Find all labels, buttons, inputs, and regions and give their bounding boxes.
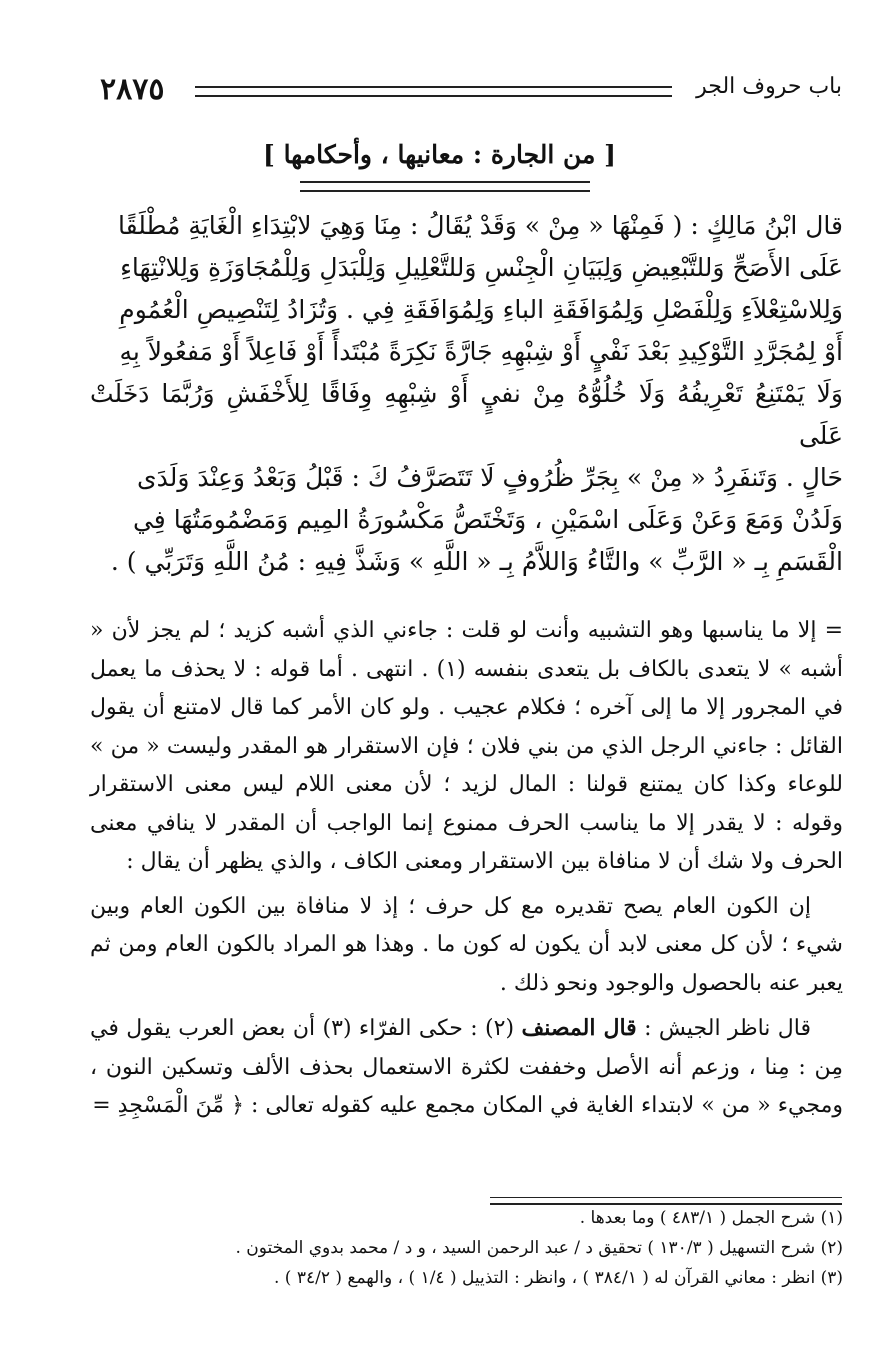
main-line: عَلَى الأَصَحِّ وَللتَّبْعِيضِ وَلِبَيَانِ الْجِنْسِ وَللتَّعْلِيلِ وَلِلْبَدَلِ وَلِلْمُجَاوَزَةِ وَلِلانْتِهَاءِ: [120, 253, 843, 282]
main-line: وَلَا يَمْتَنِعُ تَعْرِيفُهُ وَلَا خُلُوُّهُ مِنْ نفيٍ أَوْ شِبْهِهِ وِفَاقًا لِلأَخْفَشِ وَرُبَّمَا دَخَلَتْ عَلَى: [90, 379, 843, 450]
footnote: (٣) انظر : معاني القرآن له ( ٣٨٤/١ ) ، وانظر : التذييل ( ١/٤ ) ، والهمع ( ٣٤/٢ ) .: [274, 1268, 843, 1288]
footnotes: [110, 1203, 843, 1293]
main-line: حَالٍ . وَتَنفَرِدُ « مِنْ » بِجَرِّ ظُرُوفٍ لَا تَتَصَرَّفُ كَ : قَبْلُ وَبَعْدُ وَعِنْدَ وَلَدَى: [137, 463, 843, 492]
section-title: [ من الجارة : معانيها ، وأحكامها ]: [263, 140, 616, 169]
commentary-paragraph: = إلا ما يناسبها وهو التشبيه وأنت لو قلت : جاءني الذي أشبه كزيد ؛ لم يجز لأن « أشبه » لا يتعدى بالكاف بل يتعدى بنفسه (١) . انتهى . أما قوله : لا يحذف ما يعمل في المجرور إلا ما إلى آخره ؛ فكلام عجيب . ولو كان الأمر كما قال لامتنع أن يقول القائل : جاءني الرجل الذي من بني فلان ؛ فإن الاستقرار هو المقدر وليست « من » للوعاء وكذا كان يمتنع قولنا : المال لزيد ؛ لأن معنى اللام ليس معنى الاستقرار وقوله : لا يقدر إلا ما يناسب الحرف ممنوع إنما الواجب أن المقدر لا ينافي معنى الحرف ولا شك أن لا منافاة بين الاستقرار ومعنى الكاف ، والذي يظهر أن يقال :: [90, 618, 843, 874]
commentary-paragraph: [90, 1009, 843, 1126]
main-line: الْقَسَمِ بِـ « الرَّبِّ » والتَّاءُ وَاللاَّمُ بِـ « اللَّهِ » وَشَذَّ فِيهِ : مُنُ اللَّهِ وَتَرَبِّي ) .: [110, 547, 843, 576]
commentary-paragraph-text: (٢) : حكى الفرّاء (٣) أن بعض العرب يقول في مِن : مِنا ، وزعم أنه الأصل وخففت لكثرة الاستعمال بحذف الألف وتسكين النون ، ومجيء « من » لابتداء الغاية في المكان مجمع عليه كقوله تعالى : ﴿ مِّنَ الْمَسْجِدِ =: [90, 1016, 843, 1118]
header-double-rule: [195, 86, 672, 97]
main-text: [90, 205, 843, 583]
commentary-paragraph: إن الكون العام يصح تقديره مع كل حرف ؛ إذ لا منافاة بين الكون العام وبين شيء ؛ لأن كل معنى لابد أن يكون له كون ما . وهذا هو المراد بالكون العام ومن ثم يعبر عنه بالحصول والوجود ونحو ذلك .: [90, 893, 843, 996]
running-title: باب حروف الجر: [696, 74, 842, 99]
commentary-author-label: قال ناظر الجيش :: [644, 1016, 811, 1041]
commentary-author-quote: قال المصنف: [521, 1015, 637, 1041]
page-header: [100, 72, 842, 112]
main-line: وَلَدُنْ وَمَعَ وَعَنْ وَعَلَى اسْمَيْنِ ، وَتَخْتَصُّ مَكْسُورَةُ المِيم وَمَضْمُومَتُهَا فِي: [132, 505, 843, 534]
commentary: [90, 612, 843, 1126]
page-number: ٢٨٧٥: [100, 72, 165, 107]
footnote: (١) شرح الجمل ( ٤٨٣/١ ) وما بعدها .: [579, 1208, 843, 1228]
main-line: أَوْ لِمُجَرَّدِ التَّوْكِيدِ بَعْدَ نَفْيٍ أَوْ شِبْهِهِ جَارَّةً نَكِرَةً مُبْتَدأً أَوْ فَاعِلاً أَوْ مَفعُولاً بِهِ: [119, 337, 843, 366]
main-line: قال ابْنُ مَالِكٍ : ( فَمِنْهَا « مِنْ » وَقَدْ يُقَالُ : مِنَا وَهِيَ لابْتِدَاءِ الْغَايَةِ مُطْلَقًا: [117, 211, 843, 240]
main-line: وَلِلاسْتِعْلاَءِ وَلِلْفَصْلِ وَلِمُوَافَقَةِ الباءِ وَلِمُوَافَقَةِ فِي . وَتُزَادُ لِتَنْصِيصِ الْعُمُومِ: [119, 295, 843, 324]
footnote: (٢) شرح التسهيل ( ١٣٠/٣ ) تحقيق د / عبد الرحمن السيد ، و د / محمد بدوي المختون .: [235, 1238, 843, 1258]
section-title-rule: [300, 181, 590, 192]
